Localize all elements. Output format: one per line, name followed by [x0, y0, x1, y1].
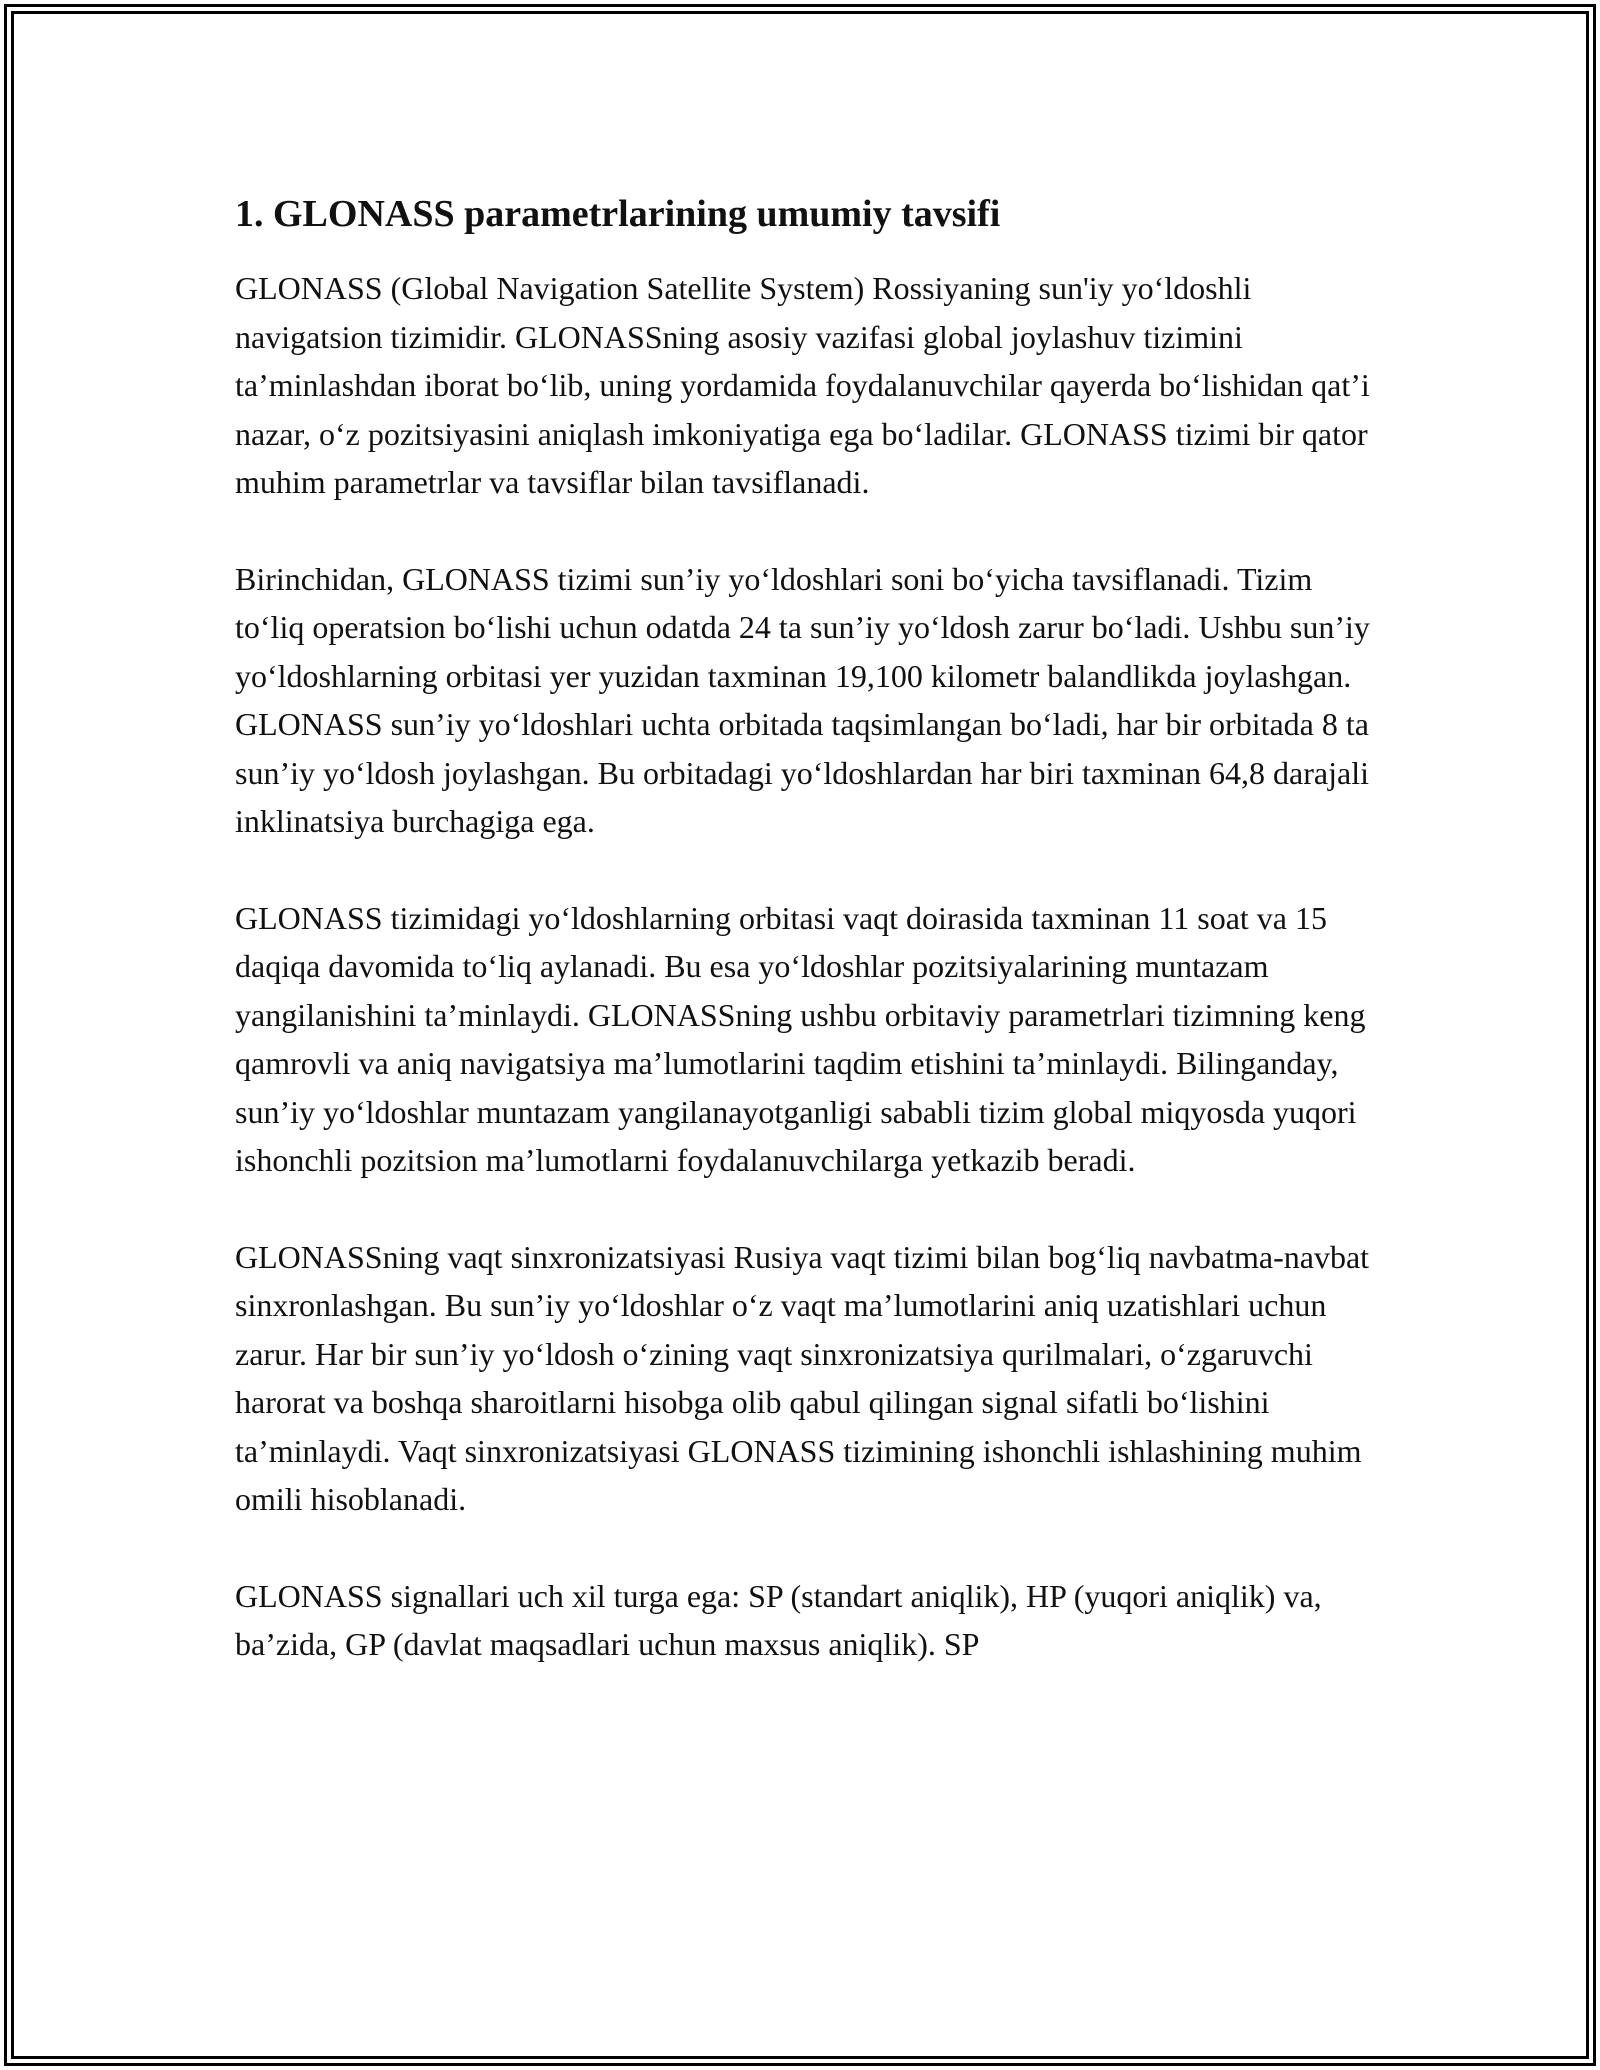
paragraph-orbit-period: GLONASS tizimidagi yo‘ldoshlarning orbitasi vaqt doirasida taxminan 11 soat va 15 daqiqa davomida to‘liq aylanadi. Bu esa yo‘ldoshlar pozitsiyalarining muntazam yangilanishini ta’minlaydi. GLONASSning ushbu orbitaviy parametrlari tizimning keng qamrovli va aniq navigatsiya ma’lumotlarini taqdim etishini ta’minlaydi. Bilinganday, sun’iy yo‘ldoshlar muntazam yangilanayotganligi sababli tizim global miqyosda yuqori ishonchli pozitsion ma’lumotlarni foydalanuvchilarga yetkazib beradi. — [235, 899, 1366, 1178]
paragraph-intro: GLONASS (Global Navigation Satellite System) Rossiyaning sun'iy yo‘ldoshli navigatsion tizimidir. GLONASSning asosiy vazifasi global joylashuv tizimini ta’minlashdan iborat bo‘lib, uning yordamida foydalanuvchilar qayerda bo‘lishidan qat’i nazar, o‘z pozitsiyasini aniqlash imkoniyatiga ega bo‘ladilar. GLONASS tizimi bir qator muhim parametrlar va tavsiflar bilan tavsiflanadi. — [235, 270, 1370, 500]
document-body — [235, 184, 1375, 1717]
paragraph-signals: GLONASS signallari uch xil turga ega: SP (standart aniqlik), HP (yuqori aniqlik) va, ba’zida, GP (davlat maqsadlari uchun maxsus aniqlik). SP — [235, 1577, 1322, 1662]
section-heading: 1. GLONASS parametrlarining umumiy tavsifi — [235, 193, 1001, 235]
paragraph-time-sync: GLONASSning vaqt sinxronizatsiyasi Rusiya vaqt tizimi bilan bog‘liq navbatma-navbat sinxronlashgan. Bu sun’iy yo‘ldoshlar o‘z vaqt ma’lumotlarini aniq uzatishlari uchun zarur. Har bir sun’iy yo‘ldosh o‘zining vaqt sinxronizatsiya qurilmalari, o‘zgaruvchi harorat va boshqa sharoitlarni hisobga olib qabul qilingan signal sifatli bo‘lishini ta’minlaydi. Vaqt sinxronizatsiyasi GLONASS tizimining ishonchli ishlashining muhim omili hisoblanadi. — [235, 1238, 1370, 1517]
paragraph-satellites: Birinchidan, GLONASS tizimi sun’iy yo‘ldoshlari soni bo‘yicha tavsiflanadi. Tizim to‘liq operatsion bo‘lishi uchun odatda 24 ta sun’iy yo‘ldosh zarur bo‘ladi. Ushbu sun’iy yo‘ldoshlarning orbitasi yer yuzidan taxminan 19,100 kilometr balandlikda joylashgan. GLONASS sun’iy yo‘ldoshlari uchta orbitada taqsimlangan bo‘ladi, har bir orbitada 8 ta sun’iy yo‘ldosh joylashgan. Bu orbitadagi yo‘ldoshlardan har biri taxminan 64,8 darajali inklinatsiya burchagiga ega. — [235, 560, 1370, 839]
